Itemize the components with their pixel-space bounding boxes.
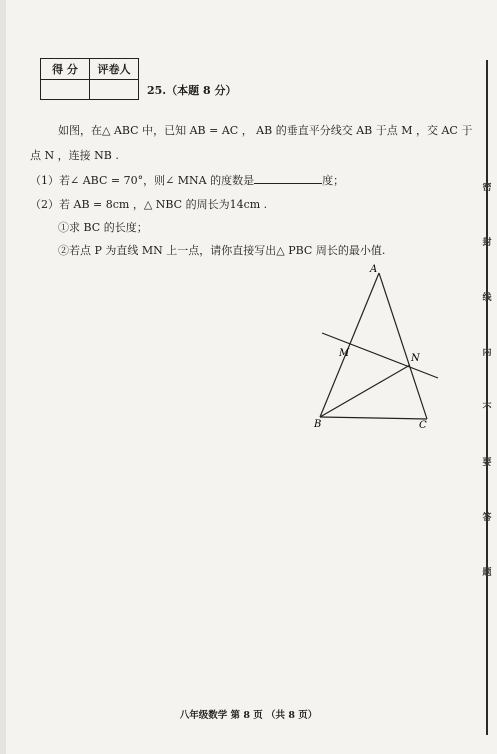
side-bc xyxy=(320,417,427,419)
margin-char: 要 xyxy=(482,458,492,468)
part1 xyxy=(30,172,344,188)
margin-char: 不 xyxy=(482,403,492,413)
margin-char: 内 xyxy=(482,348,492,358)
score-table xyxy=(40,58,139,100)
label-m: M xyxy=(339,348,350,359)
question-intro-line1: 如图，在△ ABC 中，已知 AB = AC ， AB 的垂直平分线交 AB 于点 M ，交 AC 于 xyxy=(58,124,473,137)
label-c: C xyxy=(419,420,427,430)
side-ab xyxy=(320,273,379,417)
label-n: N xyxy=(411,353,420,364)
triangle-figure xyxy=(300,255,450,430)
answer-blank xyxy=(254,173,322,184)
margin-char: 密 xyxy=(482,183,492,193)
score-cell xyxy=(41,80,90,100)
page-edge xyxy=(0,0,6,754)
label-b: B xyxy=(314,419,322,430)
segment-nb xyxy=(320,365,410,417)
score-header: 得 分 xyxy=(41,59,90,80)
part2: （2）若 AB = 8cm ，△ NBC 的周长为14cm . xyxy=(30,198,268,211)
margin-char: 线 xyxy=(482,293,492,303)
margin-char: 答 xyxy=(482,513,492,523)
margin-char: 封 xyxy=(482,238,492,248)
part2-sub1: ①求 BC 的长度； xyxy=(58,221,148,234)
grader-header: 评卷人 xyxy=(90,59,139,80)
part2-sub2: ②若点 P 为直线 MN 上一点，请你直接写出△ PBC 周长的最小值. xyxy=(58,244,386,257)
label-a: A xyxy=(370,264,378,275)
side-ac xyxy=(379,273,427,419)
question-intro-line2: 点 N ，连接 NB . xyxy=(30,149,119,162)
margin-char: 题 xyxy=(482,568,492,578)
page-footer: 八年级数学 第 8 页 （共 8 页） xyxy=(179,710,318,721)
part1-prefix: （1）若∠ ABC = 70°，则∠ MNA 的度数是 xyxy=(30,174,255,187)
question-number: 25.（本题 8 分） xyxy=(147,84,237,97)
binding-notice xyxy=(480,180,494,578)
grader-cell xyxy=(90,80,139,100)
part1-suffix: 度； xyxy=(322,174,345,187)
